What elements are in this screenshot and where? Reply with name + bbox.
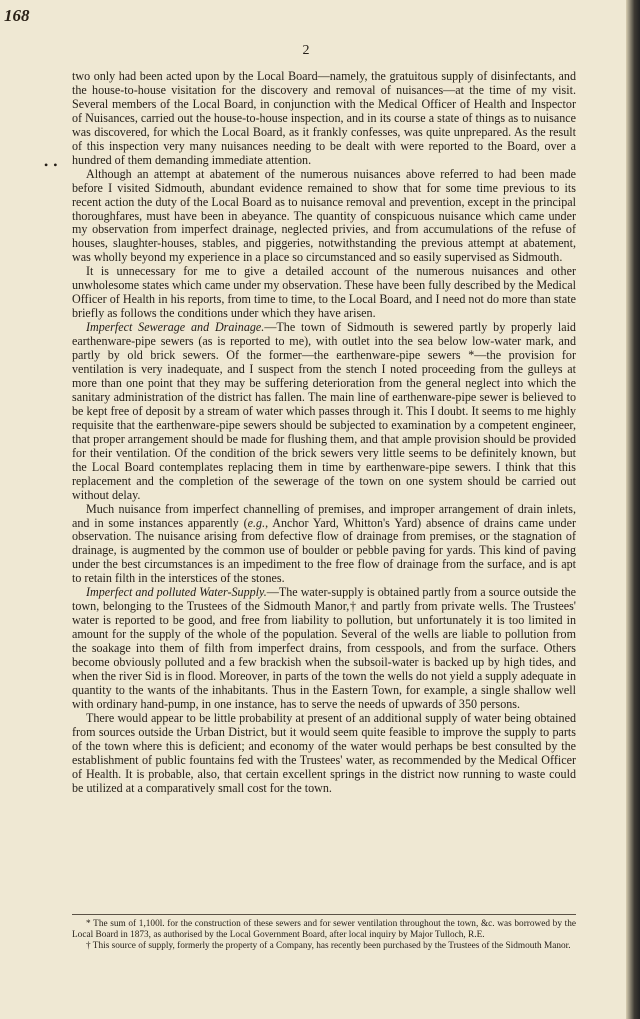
paragraph: two only had been acted upon by the Local Board—namely, the gratuitous supply of disinfectants, and the house-to-house visitation for the discovery and removal of nuisances—at the time of my visit. Several members of the Local Board, in conjunction with the Medical Officer of Health and Inspector of Nuisances, carried out the house-to-house inspection, and in its course a state of things as to nuisance was discovered, for which the Local Board, as it frankly confesses, was quite unprepared. As the result of this inspection very many nuisances needing to be dealt with were reported to the Board, over a hundred of them demanding immediate attention. — [72, 69, 576, 167]
paragraph: It is unnecessary for me to give a detailed account of the numerous nuisances and other unwholesome states which came under my observation. These have been fully described by the Medical Officer of Health in his reports, from time to time, to the Local Board, and I need not do more than state briefly as follows the conditions under which they have arisen. — [72, 264, 576, 321]
paragraph-water — [72, 586, 576, 712]
channelling-text: , Anchor Yard, Whitton's Yard) absence of drains came under observation. The nuisance arising from defective flow of drainage from premises, or the stagnation of drainage, is augmented by the common use of boulder or pebble paving for yards. This kind of paving under the best circumstances is an impediment to the free flow of drainage from the surface, and is apt to retain filth in the interstices of the stones. — [72, 515, 576, 586]
abbreviation: e.g. — [247, 515, 266, 530]
footnote: † This source of supply, formerly the property of a Company, has recently been purchased by the Trustees of the Sidmouth Manor. — [86, 941, 571, 952]
page-number: 2 — [302, 43, 310, 58]
body-text — [72, 70, 576, 796]
paragraph: Although an attempt at abatement of the numerous nuisances above referred to had been made before I visited Sidmouth, abundant evidence remained to show that for some time previous to its recent action the duty of the Local Board as to nuisance removal and prevention, except in the principal thoroughfares, must have been in abeyance. The quantity of conspicuous nuisance which came under my observation from imperfect drainage, neglected privies, and from accumulations of the refuse of houses, slaughter-houses, stables, and piggeries, notwithstanding the previous attempt at abatement, was wholly beyond my experience in a place so circumstanced and so easily supervised as Sidmouth. — [72, 166, 576, 265]
folio-number: 168 — [4, 6, 30, 25]
footnote: * The sum of 1,100l. for the construction of these sewers and for sewer ventilation throughout the town, &c. was borrowed by the Local Board in 1873, as authorised by the Local Government Board, after local inquiry by Major Tulloch, R.E. — [72, 919, 576, 941]
book-spine-edge — [626, 0, 640, 1019]
paragraph: There would appear to be little probability at present of an additional supply of water being obtained from sources outside the Urban District, but it would seem quite feasible to improve the supply to parts of the town where this is deficient; and economy of the water would perhaps be best consulted by the establishment of public fountains fed with the Trustees' water, as recommended by the Medical Officer of Health. It is probable, also, that certain excellent springs in the district now running to waste could be utilized at a comparatively small cost for the town. — [72, 710, 576, 795]
paragraph-channelling — [72, 503, 576, 587]
sewerage-text: —The town of Sidmouth is sewered partly by properly laid earthenware-pipe sewers (as is reported to me), with outlet into the sea below low-water mark, and partly by old brick sewers. Of the former—the earthenware-pipe sewers *—the provision for ventilation is very inadequate, and I suspect from the stench I noted proceeding from the gulleys at more than one point that they may be suffering deterioration from the general neglect into which the sanitary administration of the district has fallen. The main line of earthenware-pipe sewer is believed to be kept free of deposit by a stream of water which passes through it. This I doubt. It seems to me highly requisite that the earthenware-pipe sewers should be subjected to examination by a competent engineer, that proper arrangement should be made for flushing them, and that ample provision should be provided for their ventilation. Of the condition of the brick sewers very little seems to be definitely known, but the Local Board contemplates replacing them in time by earthenware-pipe sewers. I think that this replacement and the completion of the sewerage of the town on one system should be carried out without delay. — [72, 320, 576, 502]
channelling-text: Much nuisance from imperfect channelling of premises, and improper arrangement of drain inlets, and in some instances apparently ( — [72, 501, 576, 530]
margin-mark: • • — [44, 158, 59, 172]
water-text: —The water-supply is obtained partly from a source outside the town, belonging to the Trustees of the Sidmouth Manor,† and partly from private wells. The Trustees' water is reported to be good, and free from liability to pollution, but unfortunately it is too limited in amount for the supply of the whole of the population. Several of the wells are liable to pollution from the soakage into them of filth from imperfect drains, from cesspools, and from the surface. Others become obviously polluted and a few brackish when the subsoil-water is backed up by high tides, and when the river Sid is in flood. Moreover, in parts of the town the wells do not yield a supply adequate in quantity to the wants of the inhabitants. Thus in the Eastern Town, for example, a single shallow well with ordinary hand-pump, in one instance, has to serve the needs of upwards of 350 persons. — [72, 585, 576, 711]
section-heading-water: Imperfect and polluted Water-Supply. — [86, 585, 267, 600]
footnotes — [72, 919, 576, 953]
footnote-divider — [72, 914, 576, 915]
paragraph-sewerage — [72, 321, 576, 502]
section-heading-sewerage: Imperfect Sewerage and Drainage. — [86, 320, 265, 335]
